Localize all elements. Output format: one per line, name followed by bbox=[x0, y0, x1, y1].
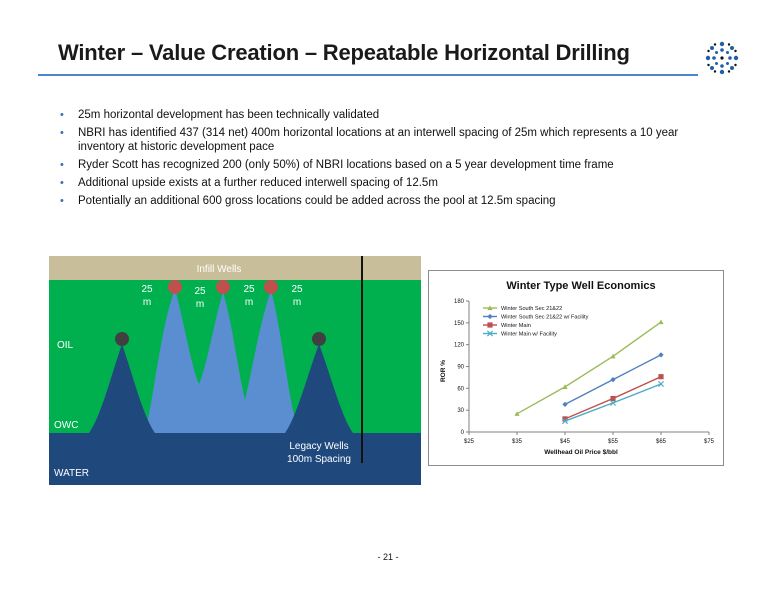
spacing-label: m bbox=[292, 297, 302, 308]
y-tick-label: 150 bbox=[453, 320, 464, 327]
legend-label: Winter Main w/ Facility bbox=[501, 331, 557, 338]
data-point bbox=[487, 314, 492, 319]
y-tick-label: 30 bbox=[457, 408, 464, 415]
y-tick-label: 90 bbox=[457, 364, 464, 371]
infill-wells-label: Infill Wells bbox=[196, 264, 242, 275]
bullet-item: • Ryder Scott has recognized 200 (only 50%) of NBRI locations based on a 5 year development time frame bbox=[60, 159, 614, 171]
infill-well-marker bbox=[168, 280, 182, 294]
y-tick-label: 0 bbox=[460, 430, 464, 436]
economics-chart bbox=[428, 270, 724, 466]
bullet-item: • Potentially an additional 600 gross locations could be added across the pool at 12.5m spacing bbox=[60, 195, 556, 207]
legend-label: Winter South Sec 21&22 bbox=[501, 306, 563, 312]
water-zone bbox=[49, 433, 421, 485]
legacy-wells-label: Legacy Wells bbox=[289, 441, 349, 452]
spacing-label: m bbox=[195, 299, 205, 310]
legend-label: Winter Main bbox=[501, 323, 531, 329]
spacing-label: 25 bbox=[194, 286, 206, 297]
page-number: - 21 - bbox=[377, 552, 399, 562]
chart-canvas bbox=[429, 271, 723, 465]
reservoir-diagram bbox=[49, 256, 421, 485]
data-point bbox=[610, 377, 615, 382]
x-tick-label: $25 bbox=[463, 439, 475, 445]
spacing-label: 25 bbox=[243, 284, 255, 295]
data-point bbox=[487, 322, 492, 327]
data-point bbox=[658, 352, 663, 357]
page-title: Winter – Value Creation – Repeatable Horizontal Drilling bbox=[58, 40, 630, 65]
legacy-well-marker bbox=[312, 332, 326, 346]
data-point bbox=[562, 402, 567, 407]
spacing-label: m bbox=[142, 297, 152, 308]
bullet-item: • 25m horizontal development has been technically validated bbox=[60, 109, 380, 121]
x-tick-label: $75 bbox=[703, 439, 715, 445]
y-tick-label: 60 bbox=[457, 386, 464, 393]
infill-well-marker bbox=[264, 280, 278, 294]
x-tick-label: $35 bbox=[511, 439, 523, 445]
legacy-well-marker bbox=[115, 332, 129, 346]
y-tick-label: 180 bbox=[453, 299, 464, 305]
company-logo-icon bbox=[704, 40, 740, 76]
bullet-list bbox=[58, 108, 728, 212]
data-point bbox=[658, 374, 663, 379]
chart-y-axis-label: ROR % bbox=[440, 359, 447, 383]
x-tick-label: $65 bbox=[655, 439, 667, 445]
spacing-label: 25 bbox=[291, 284, 303, 295]
bullet-item: • Additional upside exists at a further reduced interwell spacing of 12.5m bbox=[60, 177, 438, 189]
spacing-label: m bbox=[244, 297, 254, 308]
legend-label: Winter South Sec 21&22 w/ Facility bbox=[501, 314, 589, 321]
bullet-item: • NBRI has identified 437 (314 net) 400m horizontal locations at an interwell spacing of 25m which represents a 10 year inventory at historic development pace bbox=[60, 127, 679, 153]
x-tick-label: $45 bbox=[559, 439, 571, 445]
legacy-spacing-label: 100m Spacing bbox=[287, 454, 351, 465]
chart-title: Winter Type Well Economics bbox=[506, 280, 656, 292]
owc-label: OWC bbox=[54, 420, 79, 431]
infill-well-marker bbox=[216, 280, 230, 294]
data-point bbox=[658, 320, 663, 325]
chart-x-axis-label: Wellhead Oil Price $/bbl bbox=[544, 449, 618, 456]
title-divider bbox=[38, 74, 698, 76]
x-tick-label: $55 bbox=[607, 439, 619, 445]
oil-label: OIL bbox=[57, 340, 74, 351]
water-label: WATER bbox=[54, 468, 89, 479]
y-tick-label: 120 bbox=[453, 342, 464, 349]
spacing-label: 25 bbox=[141, 284, 153, 295]
